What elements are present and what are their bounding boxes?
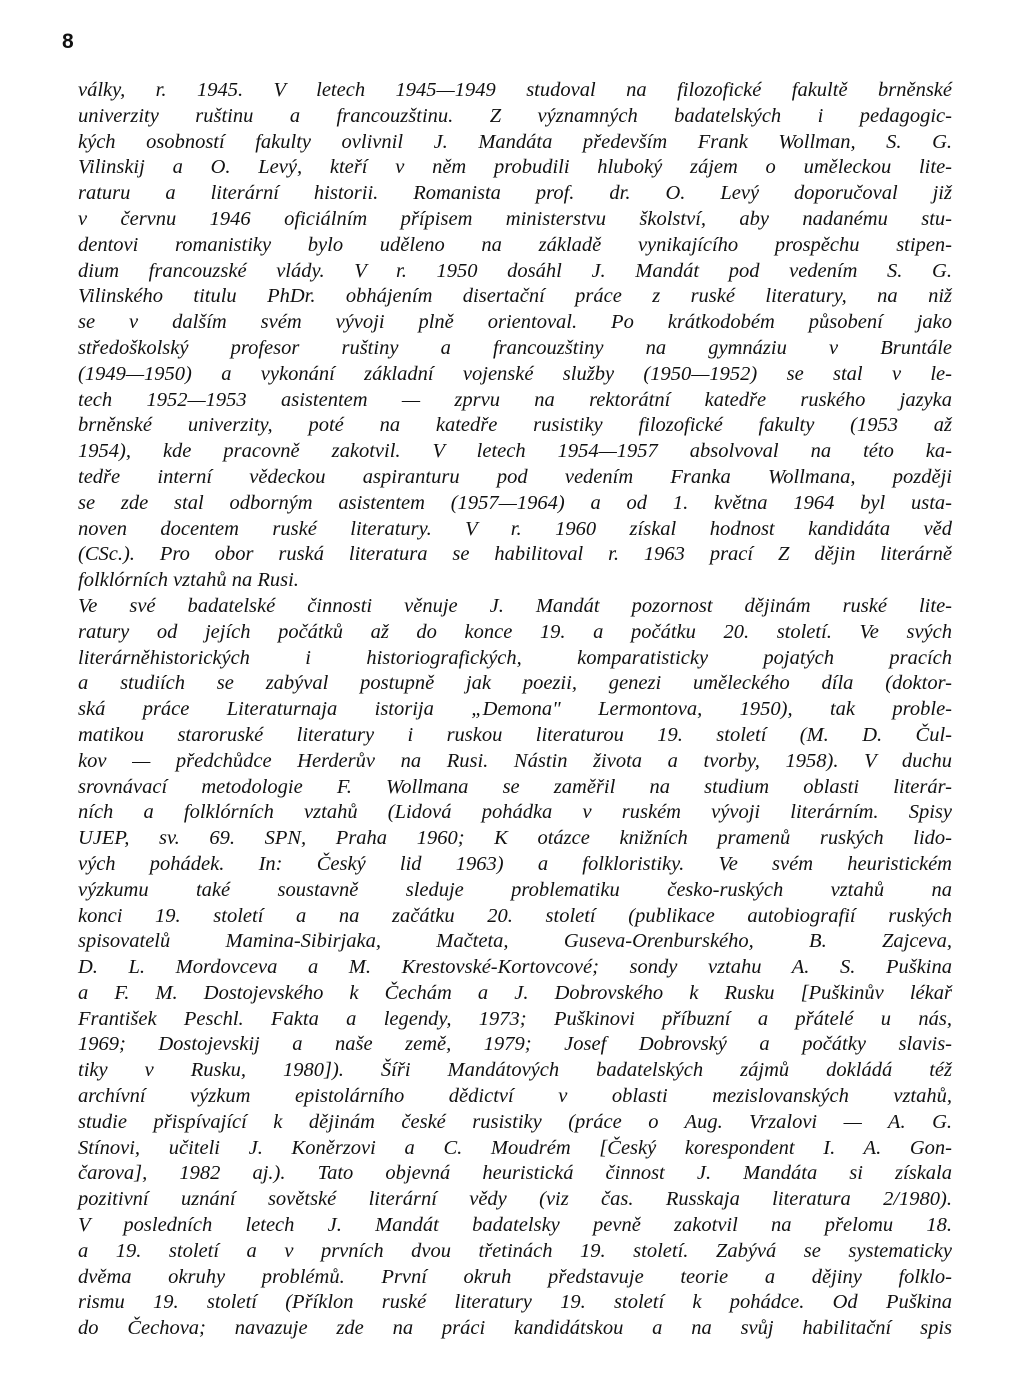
- text-line: 1954), kde pracovně zakotvil. V letech 1954—1957 absolvoval na této ka-: [78, 440, 952, 463]
- text-line: srovnávací metodologie F. Wollmana se zaměřil na studium oblasti literár-: [78, 775, 952, 798]
- text-line: František Peschl. Fakta a legendy, 1973; Puškinovi příbuzní a přátelé u nás,: [78, 1007, 952, 1030]
- body-text: [78, 78, 952, 1342]
- text-line: tedře interní vědeckou aspiranturu pod vedením Franka Wollmana, později: [78, 465, 952, 488]
- text-line: Ve své badatelské činnosti věnuje J. Mandát pozornost dějinám ruské lite-: [78, 594, 952, 617]
- text-line: výzkumu také soustavně sleduje problematiku česko-ruských vztahů na: [78, 878, 952, 901]
- text-line: rismu 19. století (Příklon ruské literatury 19. století k pohádce. Od Puškina: [78, 1291, 952, 1314]
- text-line: a studiích se zabýval postupně jak poezii, genezi uměleckého díla (doktor-: [78, 672, 952, 695]
- text-line: války, r. 1945. V letech 1945—1949 studoval na filozofické fakultě brněnské: [78, 79, 952, 101]
- text-line: a F. M. Dostojevského k Čechám a J. Dobrovského k Rusku [Puškinův lékař: [78, 981, 952, 1004]
- text-line: dvěma okruhy problémů. První okruh představuje teorie a dějiny folklo-: [78, 1265, 952, 1288]
- text-line: kých osobností fakulty ovlivnil J. Mandáta především Frank Wollman, S. G.: [78, 130, 952, 153]
- text-line: noven docentem ruské literatury. V r. 1960 získal hodnost kandidáta věd: [78, 517, 952, 540]
- text-line: středoškolský profesor ruštiny a francouzštiny na gymnáziu v Bruntále: [78, 336, 952, 359]
- text-line: pozitivní uznání sovětské literární vědy (viz čas. Russkaja literatura 2/1980).: [78, 1188, 952, 1211]
- text-line: v červnu 1946 oficiálním přípisem ministerstvu školství, aby nadanému stu-: [78, 207, 952, 230]
- text-line: konci 19. století a na začátku 20. století (publikace autobiografií ruských: [78, 904, 952, 927]
- text-line: 1969; Dostojevskij a naše země, 1979; Josef Dobrovský a počátky slavis-: [78, 1033, 952, 1056]
- text-line: D. L. Mordovceva a M. Krestovské-Kortovcové; sondy vztahu A. S. Puškina: [78, 956, 952, 979]
- text-line: do Čechova; navazuje zde na práci kandidátskou a na svůj habilitační spis: [78, 1317, 952, 1340]
- text-line: ratury od jejích počátků až do konce 19. a počátku 20. století. Ve svých: [78, 620, 952, 643]
- text-line: dium francouzské vlády. V r. 1950 dosáhl J. Mandát pod vedením S. G.: [78, 259, 952, 282]
- text-line: UJEP, sv. 69. SPN, Praha 1960; K otázce knižních pramenů ruských lido-: [78, 827, 952, 850]
- text-line: V posledních letech J. Mandát badatelsky pevně zakotvil na přelomu 18.: [78, 1214, 952, 1237]
- text-line: studie přispívající k dějinám české rusistiky (práce o Aug. Vrzalovi — A. G.: [78, 1110, 952, 1133]
- text-line: dentovi romanistiky bylo uděleno na základě vynikajícího prospěchu stipen-: [78, 233, 952, 256]
- text-line: čarova], 1982 aj.). Tato objevná heuristická činnost J. Mandáta si získala: [78, 1162, 952, 1185]
- text-line: matikou staroruské literatury i ruskou literaturou 19. století (M. D. Čul-: [78, 723, 952, 746]
- text-line: tiky v Rusku, 1980]). Šíři Mandátových badatelských zájmů dokládá též: [78, 1059, 952, 1082]
- text-line: ská práce Literaturnaja istorija „Demona" Lermontova, 1950), tak proble-: [78, 698, 952, 721]
- text-line: kov — předchůdce Herderův na Rusi. Nástin života a tvorby, 1958). V duchu: [78, 749, 952, 772]
- text-line: (CSc.). Pro obor ruská literatura se habilitoval r. 1963 prací Z dějin literárně: [78, 543, 952, 566]
- text-line: a 19. století a v prvních dvou třetinách 19. století. Zabývá se systematicky: [78, 1239, 952, 1262]
- page-number: 8: [62, 30, 74, 53]
- text-line: tech 1952—1953 asistentem — zprvu na rektorátní katedře ruského jazyka: [78, 388, 952, 411]
- text-line: archívní výzkum epistolárního dědictví v oblasti mezislovanských vztahů,: [78, 1085, 952, 1108]
- text-line: Vilinskij a O. Levý, kteří v něm probudili hluboký zájem o uměleckou lite-: [78, 156, 952, 179]
- text-line: (1949—1950) a vykonání základní vojenské služby (1950—1952) se stal v le-: [78, 362, 952, 385]
- text-line: brněnské univerzity, poté na katedře rusistiky filozofické fakulty (1953 až: [78, 414, 952, 437]
- text-line: literárněhistorických i historiografických, komparatisticky pojatých pracích: [78, 646, 952, 669]
- text-line: vých pohádek. In: Český lid 1963) a folkloristiky. Ve svém heuristickém: [78, 852, 952, 875]
- text-line: raturu a literární historii. Romanista prof. dr. O. Levý doporučoval již: [78, 182, 952, 205]
- text-line: se v dalším svém vývoji plně orientoval. Po krátkodobém působení jako: [78, 311, 952, 334]
- text-line: spisovatelů Mamina-Sibirjaka, Mačteta, Guseva-Orenburského, B. Zajceva,: [78, 930, 952, 953]
- text-line: Stínovi, učiteli J. Koněrzovi a C. Moudrém [Český korespondent I. A. Gon-: [78, 1136, 952, 1159]
- text-line: ních a folklórních vztahů (Lidová pohádka v ruském vývoji literárním. Spisy: [78, 801, 952, 824]
- text-line: folklórních vztahů na Rusi.: [78, 569, 299, 592]
- text-line: Vilinského titulu PhDr. obhájením disertační práce z ruské literatury, na niž: [78, 285, 952, 308]
- text-line: se zde stal odborným asistentem (1957—1964) a od 1. května 1964 byl usta-: [78, 491, 952, 514]
- text-line: univerzity ruštinu a francouzštinu. Z významných badatelských i pedagogic-: [78, 104, 952, 127]
